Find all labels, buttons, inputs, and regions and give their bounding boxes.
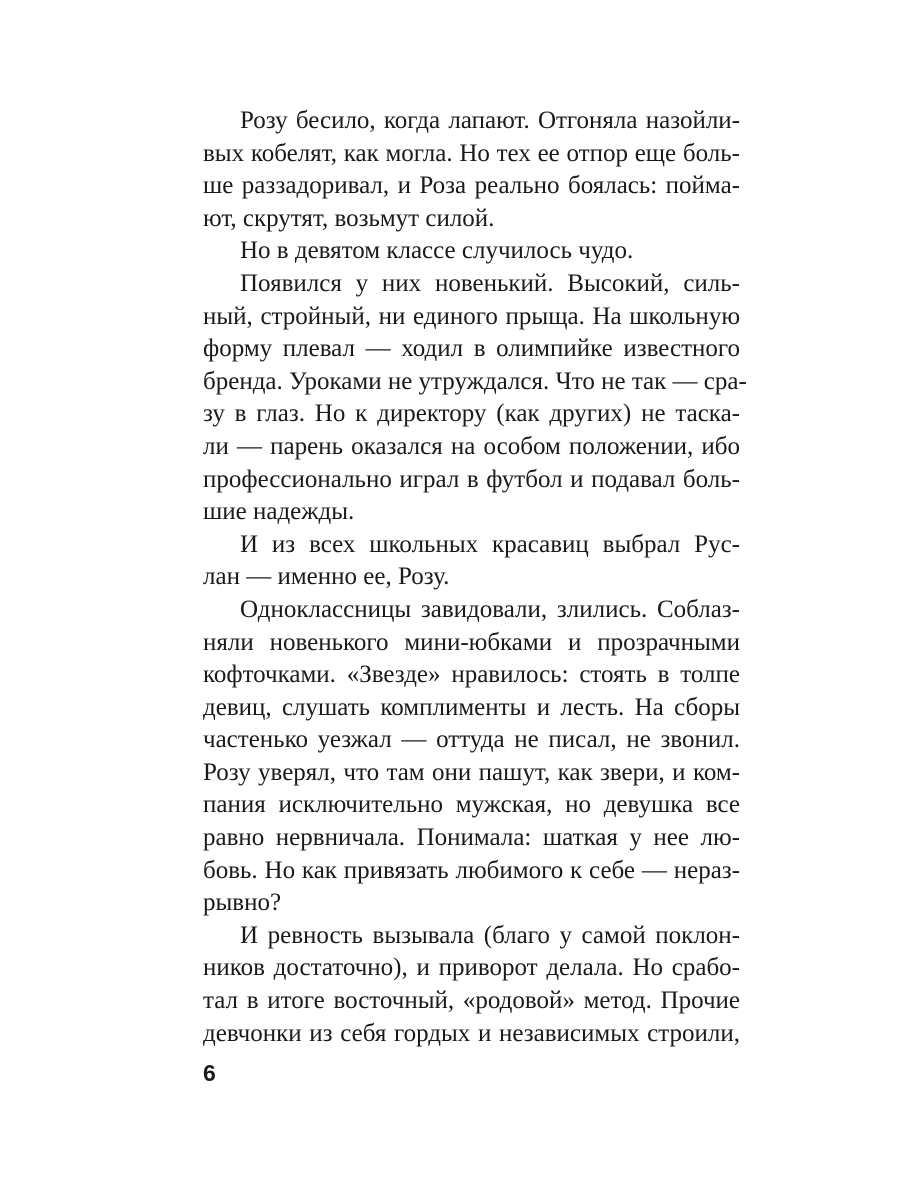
paragraph bbox=[203, 105, 740, 235]
text-line: девчонки из себя гордых и независимых строили, bbox=[203, 1019, 740, 1047]
text-line: кофточками. «Звезде» нравилось: стоять в толпе bbox=[203, 661, 740, 689]
text-line: И ревность вызывала (благо у самой поклон- bbox=[240, 921, 740, 949]
text-line: бренда. Уроками не утруждался. Что не так — сра- bbox=[203, 367, 747, 395]
text-line: ли — парень оказался на особом положении, ибо bbox=[203, 432, 740, 460]
text-line: рывно? bbox=[203, 889, 282, 917]
paragraph bbox=[203, 529, 740, 594]
text-line: равно нервничала. Понимала: шаткая у нее лю- bbox=[203, 824, 740, 852]
text-line: частенько уезжал — оттуда не писал, не звонил. bbox=[203, 726, 740, 754]
text-line: ше раззадоривал, и Роза реально боялась: пойма- bbox=[203, 172, 740, 200]
text-line: Розу бесило, когда лапают. Отгоняла назойли- bbox=[240, 107, 740, 134]
text-line: тал в итоге восточный, «родовой» метод. Прочие bbox=[203, 987, 740, 1015]
text-line: профессионально играл в футбол и подавал боль- bbox=[203, 465, 740, 493]
text-line: ников достаточно), и приворот делала. Но срабо- bbox=[203, 954, 740, 982]
text-line: форму плевал — ходил в олимпийке известного bbox=[203, 335, 740, 363]
text-line: Розу уверял, что там они пашут, как звери, и ком- bbox=[203, 758, 740, 786]
text-line: лан — именно ее, Розу. bbox=[203, 563, 450, 591]
page-number: 6 bbox=[203, 1060, 216, 1086]
paragraph bbox=[203, 594, 740, 920]
text-line: ный, стройный, ни единого прыща. На школьную bbox=[203, 302, 740, 330]
text-line: няли новенького мини-юбками и прозрачными bbox=[203, 628, 740, 656]
text-line: бовь. Но как привязать любимого к себе — нераз- bbox=[203, 856, 740, 884]
text-line: девиц, слушать комплименты и лесть. На сборы bbox=[203, 693, 740, 721]
text-line: Появился у них новенький. Высокий, силь- bbox=[240, 269, 740, 297]
text-line: ют, скрутят, возьмут силой. bbox=[203, 204, 495, 232]
paragraph bbox=[203, 268, 747, 529]
body-text bbox=[203, 105, 747, 1050]
text-line: зу в глаз. Но к директору (как других) не таска- bbox=[203, 400, 740, 428]
paragraph bbox=[203, 920, 740, 1050]
text-line: И из всех школьных красавиц выбрал Рус- bbox=[240, 530, 740, 558]
text-line: шие надежды. bbox=[203, 498, 355, 526]
text-line: вых кобелят, как могла. Но тех ее отпор еще боль- bbox=[203, 139, 740, 167]
paragraph bbox=[203, 235, 740, 268]
text-line: Одноклассницы завидовали, злились. Соблаз- bbox=[240, 595, 740, 623]
text-line: пания исключительно мужская, но девушка все bbox=[203, 791, 740, 819]
text-line: Но в девятом классе случилось чудо. bbox=[240, 237, 634, 265]
